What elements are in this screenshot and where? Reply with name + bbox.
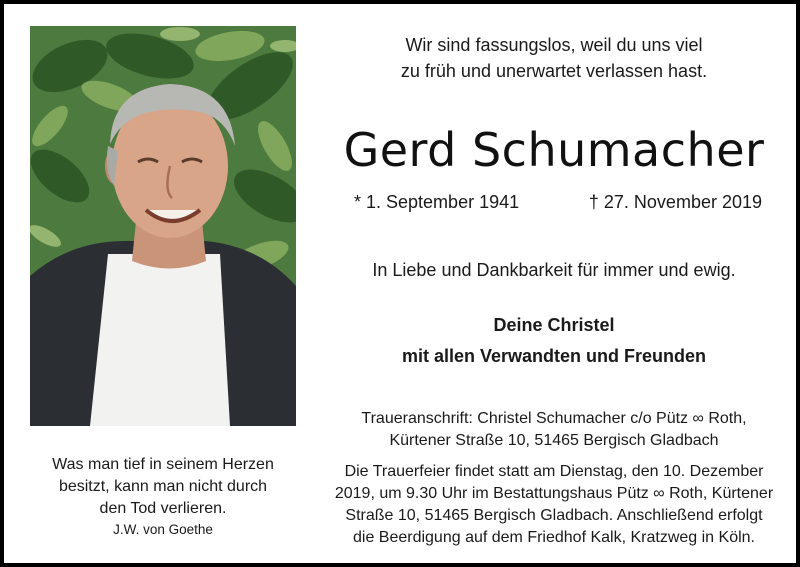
mourners-signature: [334, 310, 774, 372]
death-date: † 27. November 2019: [588, 192, 762, 212]
portrait-photo: [30, 26, 296, 426]
mourning-address: [334, 408, 774, 452]
funeral-line: Straße 10, 51465 Bergisch Gladbach. Anschließend erfolgt: [345, 507, 763, 524]
dedication-line: In Liebe und Dankbarkeit für immer und ewig.: [372, 260, 736, 280]
birth-date: * 1. September 1941: [354, 192, 520, 212]
intro-line: Wir sind fassungslos, weil du uns viel: [405, 35, 703, 55]
goethe-quote: [30, 454, 296, 520]
deceased-name: Gerd Schumacher: [343, 123, 765, 177]
intro-line: zu früh und unerwartet verlassen hast.: [400, 61, 708, 81]
quote-author: J.W. von Goethe: [113, 522, 213, 537]
funeral-line: die Beerdigung auf dem Friedhof Kalk, Kratzweg in Köln.: [352, 529, 755, 546]
intro-text: [334, 32, 774, 84]
address-line: Kürtener Straße 10, 51465 Bergisch Gladbach: [389, 432, 719, 449]
quote-line: den Tod verlieren.: [99, 500, 227, 517]
address-line: Traueranschrift: Christel Schumacher c/o Pütz ∞ Roth,: [361, 410, 747, 427]
funeral-line: 2019, um 9.30 Uhr im Bestattungshaus Pütz ∞ Roth, Kürtener: [334, 485, 774, 502]
funeral-line: Die Trauerfeier findet statt am Dienstag, den 10. Dezember: [344, 463, 764, 480]
signature-line: Deine Christel: [493, 315, 615, 335]
funeral-details: [334, 461, 774, 549]
life-dates: [334, 192, 774, 218]
quote-line: Was man tief in seinem Herzen: [52, 456, 274, 473]
quote-line: besitzt, kann man nicht durch: [58, 478, 268, 495]
signature-line: mit allen Verwandten und Freunden: [401, 346, 707, 366]
